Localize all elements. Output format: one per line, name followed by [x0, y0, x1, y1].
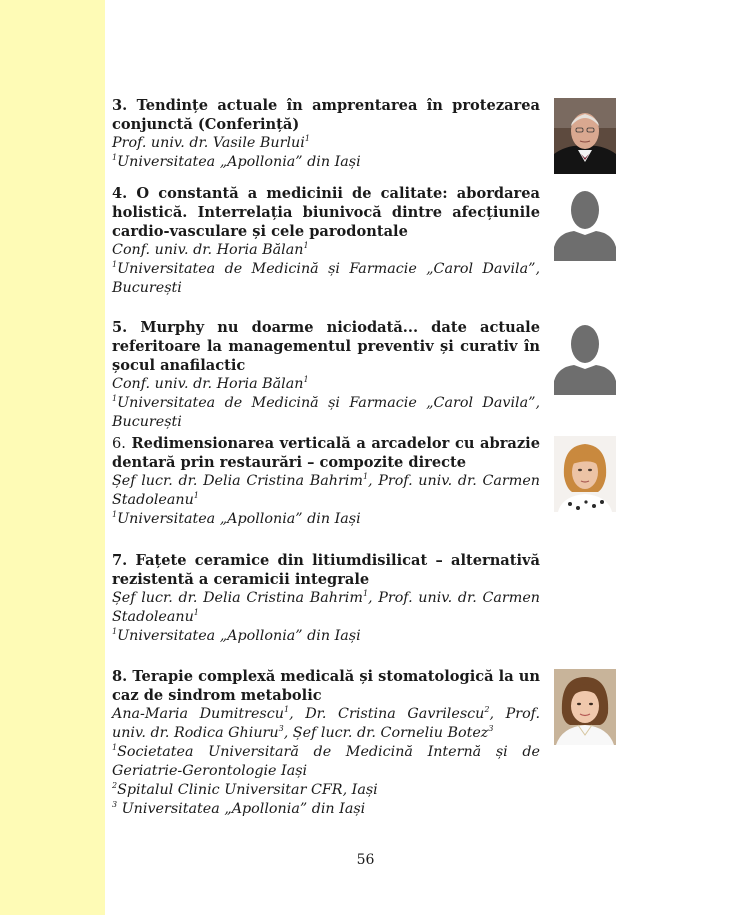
author-sup: 1 — [283, 705, 290, 715]
entry-4 — [112, 184, 540, 298]
author-name: Ana-Maria Dumitrescu — [112, 706, 284, 722]
entry-title — [112, 184, 540, 241]
entry-number: 8. — [112, 668, 128, 685]
author-name: Șef lucr. dr. Delia Cristina Bahrim — [112, 473, 363, 489]
affiliation-sup: 1 — [112, 394, 118, 404]
entry-title-text: Tendințe actuale în amprentarea în protezarea conjunctă (Conferință) — [112, 97, 540, 133]
affiliation-text: Universitatea de Medicină și Farmacie „Carol Davila”, București — [112, 261, 540, 296]
author-name: , Prof. univ. dr. Carmen Stadoleanu — [112, 473, 540, 508]
entry-title-text: Redimensionarea verticală a arcadelor cu abrazie dentară prin restaurări – compozite directe — [112, 435, 540, 471]
entry-affiliation — [112, 743, 540, 781]
affiliation-sup: 2 — [112, 781, 118, 791]
entry-authors — [112, 134, 540, 153]
affiliation-sup: 1 — [112, 260, 118, 270]
author-sup: 2 — [484, 705, 490, 715]
entry-authors — [112, 589, 540, 627]
entry-affiliation — [112, 153, 540, 172]
entry-title-text: Fațete ceramice din litiumdisilicat – alternativă rezistentă a ceramicii integrale — [112, 552, 540, 588]
entry-affiliation — [112, 510, 540, 529]
entry-affiliation — [112, 800, 540, 819]
author-name: Prof. univ. dr. Vasile Burlui — [112, 135, 305, 151]
author-sup: 1 — [193, 491, 199, 501]
entry-number: 3. — [112, 97, 128, 114]
affiliation-sup: 3 — [112, 800, 118, 810]
entry-7 — [112, 551, 540, 646]
entry-affiliation — [112, 394, 540, 432]
affiliation-text: Societatea Universitară de Medicină Internă și de Geriatrie-Gerontologie Iași — [112, 744, 540, 779]
author-sup: 1 — [303, 375, 309, 385]
entry-authors — [112, 241, 540, 260]
entry-title — [112, 667, 540, 705]
author-sup: 1 — [362, 589, 369, 599]
woman-portrait-photo — [554, 669, 616, 745]
entry-title-text: Terapie complexă medicală și stomatologică la un caz de sindrom metabolic — [112, 668, 540, 704]
entry-6 — [112, 434, 540, 529]
affiliation-sup: 1 — [112, 153, 118, 163]
affiliation-sup: 1 — [112, 510, 118, 520]
affiliation-text: Universitatea „Apollonia” din Iași — [117, 628, 361, 644]
affiliation-text: Universitatea de Medicină și Farmacie „Carol Davila”, București — [112, 395, 540, 430]
entry-title — [112, 551, 540, 589]
placeholder-silhouette-icon — [554, 319, 616, 395]
placeholder-silhouette-icon — [554, 185, 616, 261]
author-name: Conf. univ. dr. Horia Bălan — [112, 242, 304, 258]
entry-affiliation — [112, 627, 540, 646]
author-sup: 1 — [193, 608, 199, 618]
entry-authors — [112, 375, 540, 394]
affiliation-text: Universitatea „Apollonia” din Iași — [117, 801, 366, 817]
man-portrait-photo — [554, 98, 616, 174]
entry-affiliation — [112, 781, 540, 800]
affiliation-text: Universitatea „Apollonia” din Iași — [117, 511, 361, 527]
affiliation-text: Spitalul Clinic Universitar CFR, Iași — [117, 782, 378, 798]
left-margin-stripe — [0, 0, 105, 915]
author-name: Șef lucr. dr. Delia Cristina Bahrim — [112, 590, 363, 606]
author-sup: 1 — [362, 472, 369, 482]
entry-number: 6. — [112, 435, 126, 452]
affiliation-sup: 1 — [112, 743, 118, 753]
entry-authors: Ana-Maria Dumitrescu$^1$, Dr. Cristina Gavrilescu$^2$, Prof. univ. dr. Rodica Ghiuru$^3$, Șef lucr. dr. Corneliu Botez$^3$ — [112, 705, 541, 741]
entry-title — [112, 96, 540, 134]
entry-title — [112, 434, 540, 472]
author-sup: 1 — [303, 241, 309, 251]
entry-title-text: O constantă a medicinii de calitate: abordarea holistică. Interrelația biunivocă dintre afecțiunile cardio-vasculare și cele parodontale — [112, 185, 540, 240]
entry-3 — [112, 96, 540, 172]
author-name: Conf. univ. dr. Horia Bălan — [112, 376, 304, 392]
entry-8 — [112, 667, 540, 819]
author-sup: 3 — [488, 724, 494, 734]
entry-number: 4. — [112, 185, 128, 202]
entry-affiliation — [112, 260, 540, 298]
author-name: Prof. univ. dr. Rodica Ghiuru — [112, 706, 541, 741]
affiliation-sup: 1 — [112, 627, 118, 637]
author-sup: 3 — [278, 724, 284, 734]
author-name: Șef lucr. dr. Corneliu Botez — [292, 725, 489, 741]
page-number: 56 — [356, 852, 375, 868]
entry-number: 5. — [112, 319, 128, 336]
woman-portrait-photo — [554, 436, 616, 512]
affiliation-text: Universitatea „Apollonia” din Iași — [117, 154, 361, 170]
entry-title — [112, 318, 540, 375]
entry-title-text: Murphy nu doarme niciodată... date actuale referitoare la managementul preventiv și curativ în șocul anafilactic — [112, 319, 540, 374]
author-name: Dr. Cristina Gavrilescu — [305, 706, 485, 722]
author-sup: 1 — [304, 134, 310, 144]
author-name: , Prof. univ. dr. Carmen Stadoleanu — [112, 590, 540, 625]
entry-5 — [112, 318, 540, 432]
entry-authors — [112, 472, 540, 510]
entry-number: 7. — [112, 552, 128, 569]
